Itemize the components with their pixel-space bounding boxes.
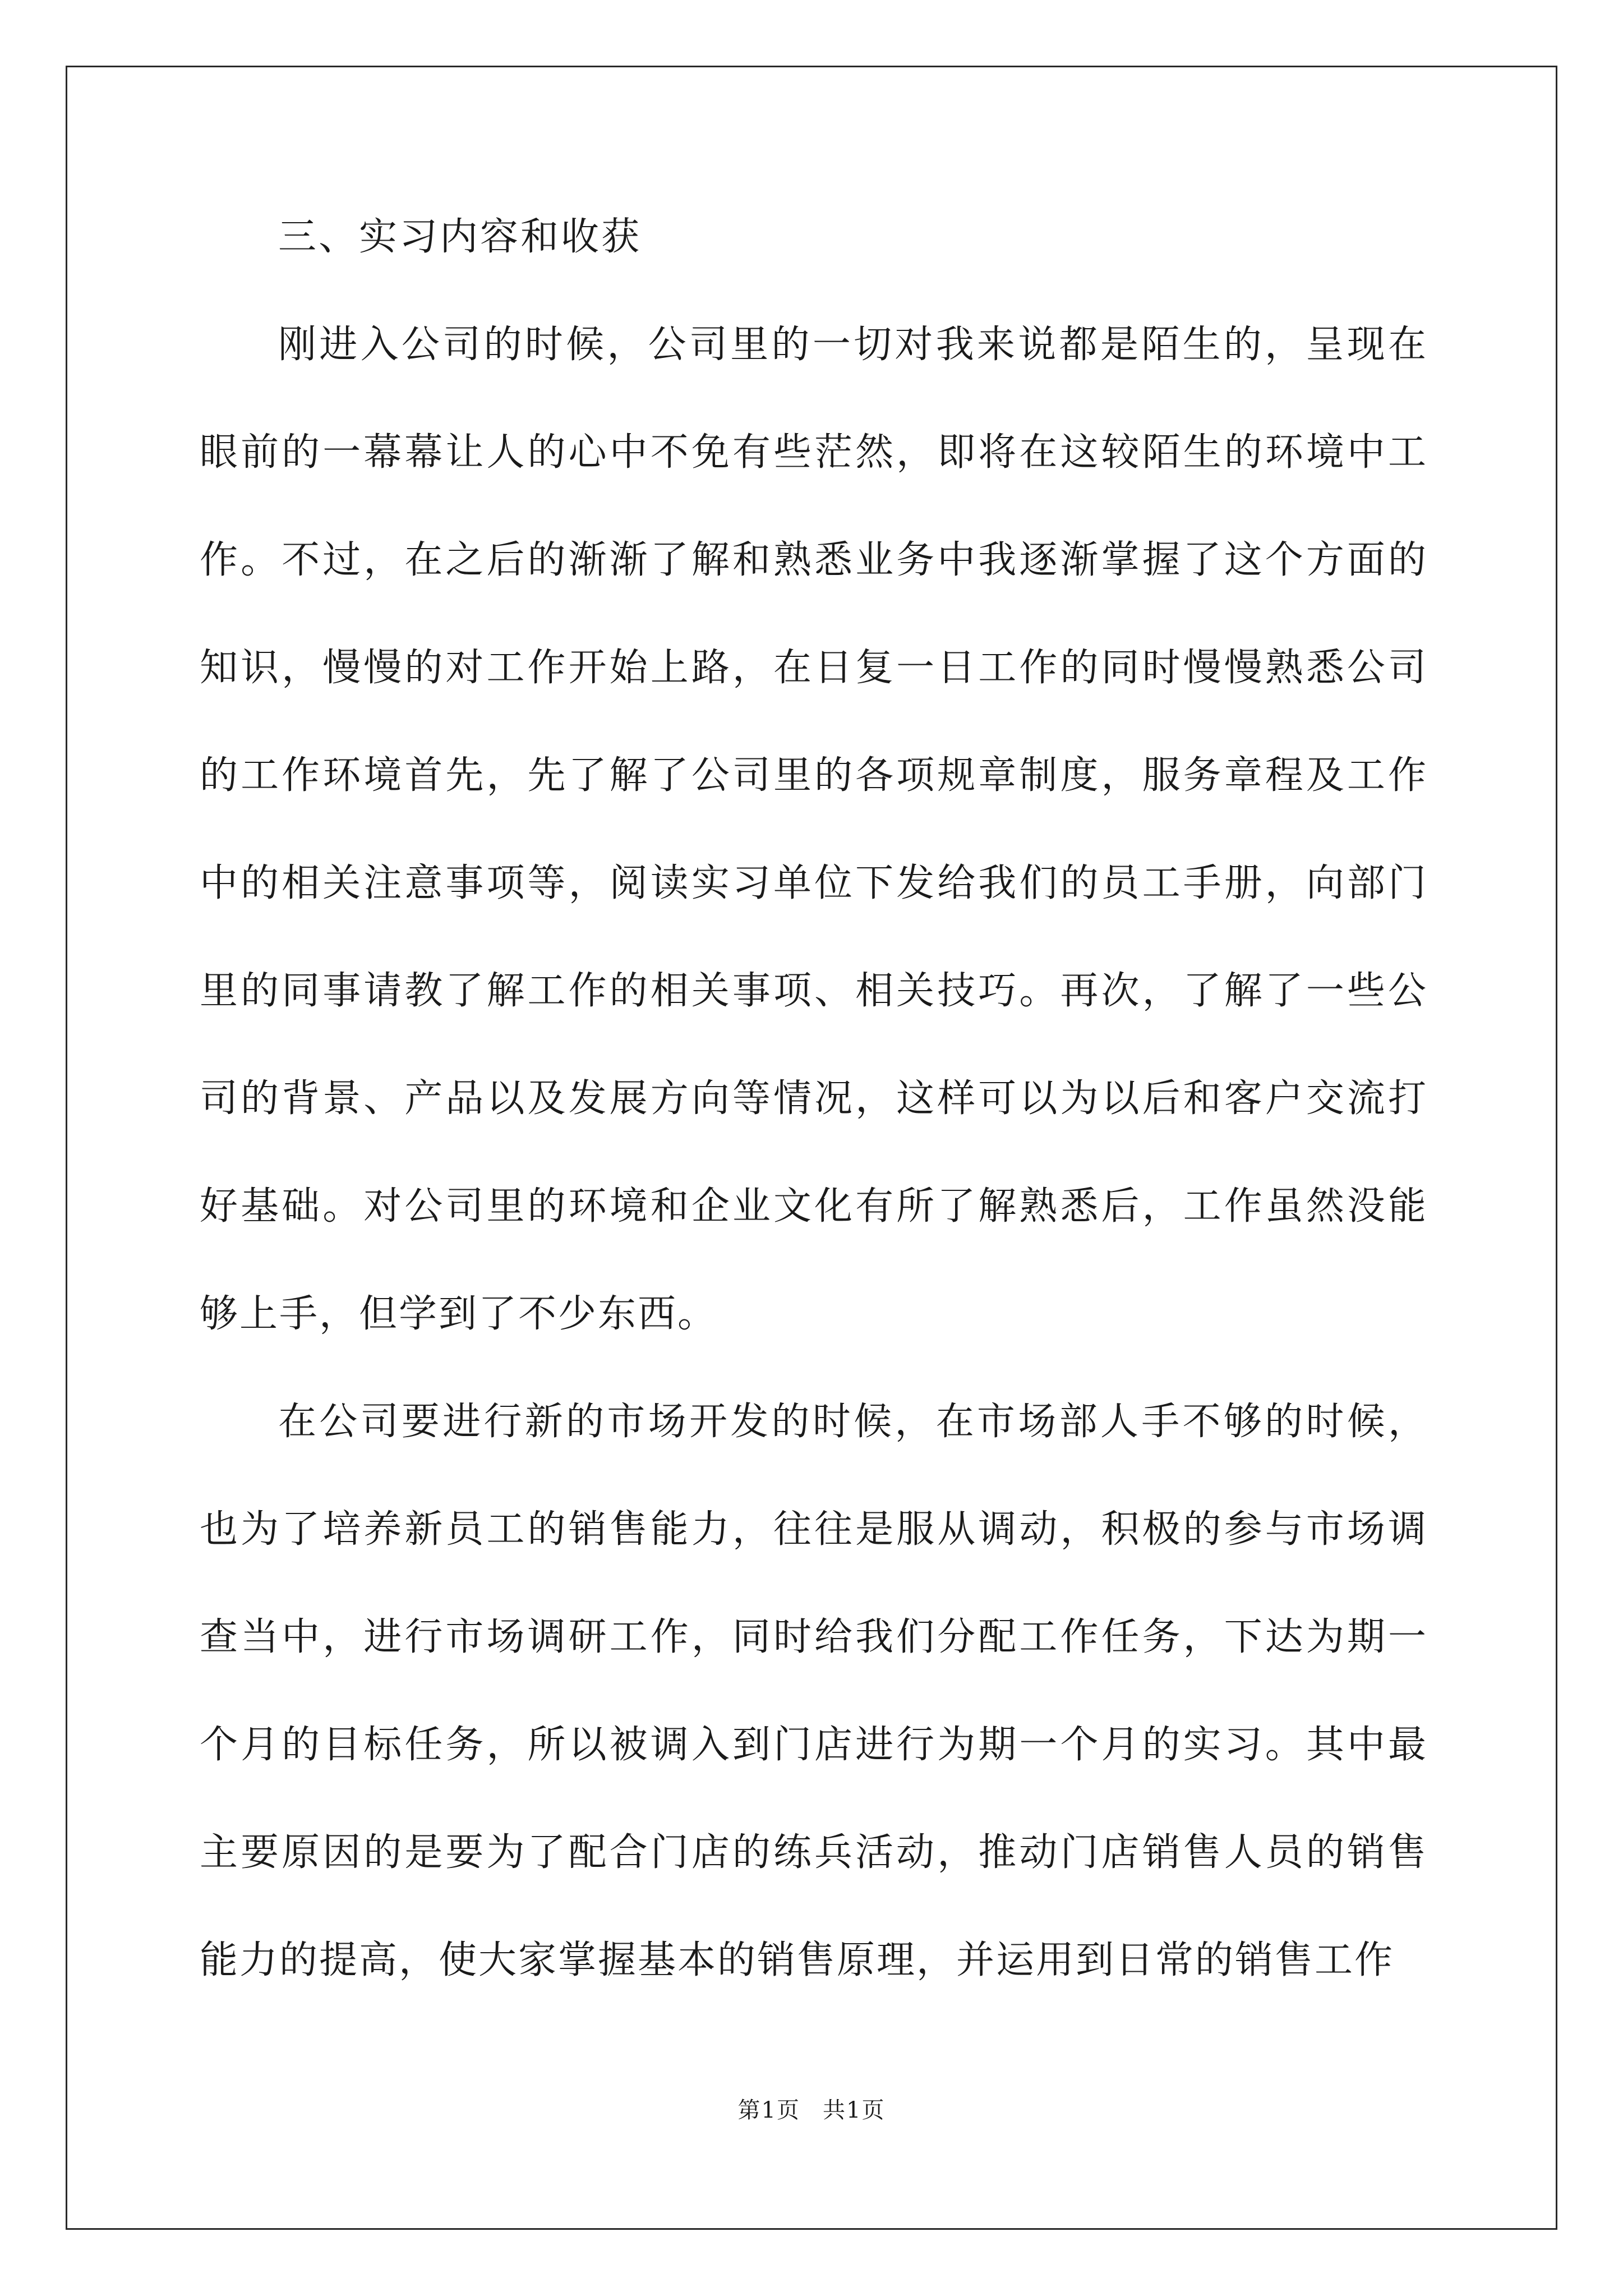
- document-body: [200, 210, 1428, 2014]
- paragraph-1: 刚进入公司的时候，公司里的一切对我来说都是陌生的，呈现在眼前的一幕幕让人的心中不免有些茫然，即将在这较陌生的环境中工作。不过，在之后的渐渐了解和熟悉业务中我逐渐掌握了这个方面的知识，慢慢的对工作开始上路，在日复一日工作的同时慢慢熟悉公司的工作环境首先，先了解了公司里的各项规章制度，服务章程及工作中的相关注意事项等，阅读实习单位下发给我们的员工手册，向部门里的同事请教了解工作的相关事项、相关技巧。再次，了解了一些公司的背景、产品以及发展方向等情况，这样可以为以后和客户交流打好基础。对公司里的环境和企业文化有所了解熟悉后，工作虽然没能够上手，但学到了不少东西。: [200, 323, 1428, 1336]
- page-number: 第1页: [737, 2097, 800, 2123]
- page-footer: [0, 2092, 1623, 2124]
- section-heading: 三、实习内容和收获: [278, 215, 642, 259]
- page-total: 共1页: [823, 2097, 886, 2123]
- paragraph-2: 在公司要进行新的市场开发的时候，在市场部人手不够的时候，也为了培养新员工的销售能力，往往是服从调动，积极的参与市场调查当中，进行市场调研工作，同时给我们分配工作任务，下达为期一个月的目标任务，所以被调入到门店进行为期一个月的实习。其中最主要原因的是要为了配合门店的练兵活动，推动门店销售人员的销售能力的提高，使大家掌握基本的销售原理，并运用到日常的销售工作: [200, 1400, 1428, 1982]
